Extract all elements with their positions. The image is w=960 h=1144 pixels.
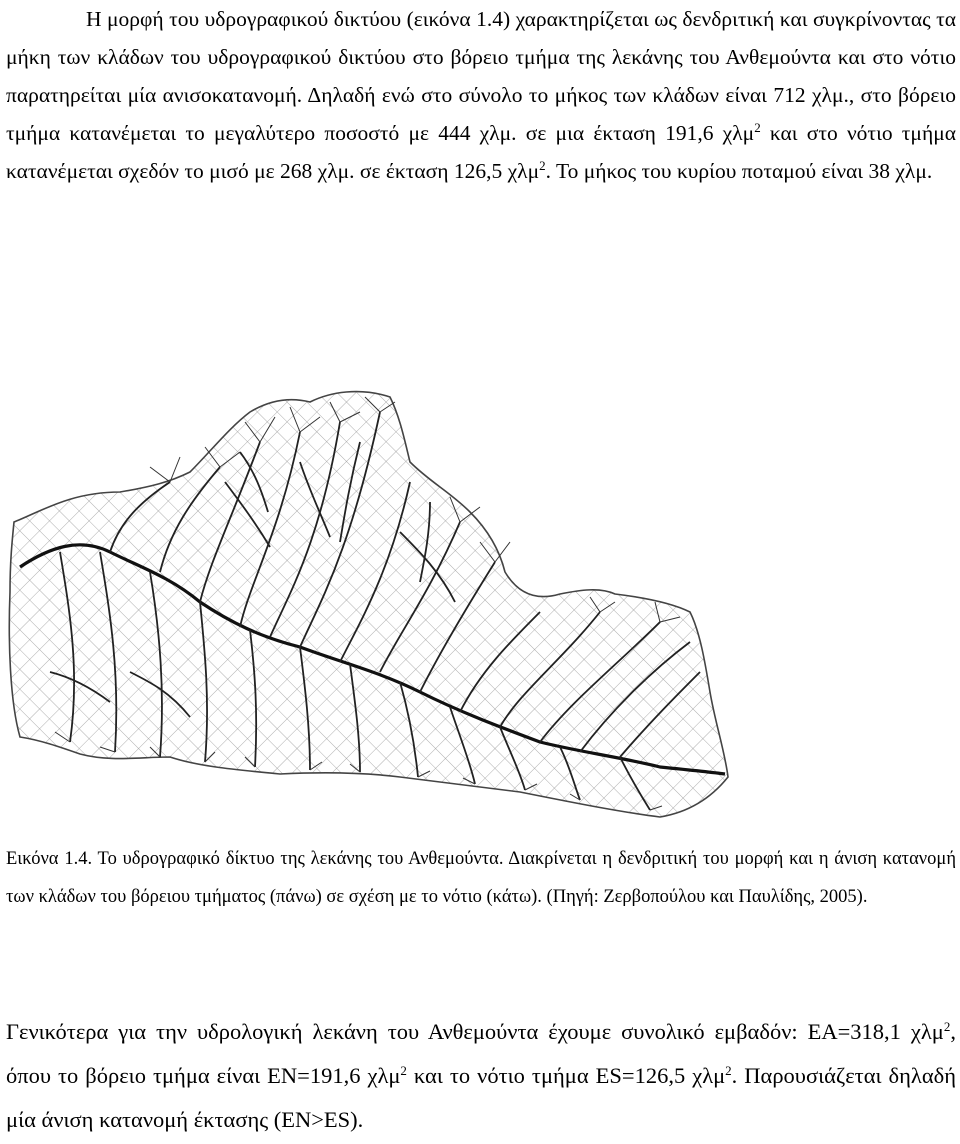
paragraph-area-summary: [6, 1010, 956, 1142]
paragraph1-text-1: Η μορφή του υδρογραφικού δικτύου (εικόνα 1.4) χαρακτηρίζεται ως δενδριτική και συγκρίνοντας τα μήκη των κλάδων του υδρογραφικού δικτύου στο βόρειο τμήμα της λεκάνης του Ανθεμούντα και στο νότιο παρατηρείται μία ανισοκατανομή. Δηλαδή ενώ στο σύνολο το μήκος των κλάδων είναι 712 χλμ., στο βόρειο τμήμα κατανέμεται το μεγαλύτερο ποσοστό με 444 χλμ. σε μια έκταση 191,6 χλμ: [6, 7, 956, 145]
superscript-2: 2: [943, 1019, 951, 1034]
paragraph1-text-3: . Το μήκος του κυρίου ποταμού είναι 38 χλμ.: [545, 159, 933, 183]
paragraph1-text-2: και στο νότιο τμήμα κατανέμεται σχεδόν το μισό με 268 χλμ. σε έκταση 126,5 χλμ: [6, 121, 956, 183]
superscript-2: 2: [725, 1063, 732, 1078]
superscript-2: 2: [539, 158, 546, 173]
paragraph-network-description: [6, 0, 956, 190]
superscript-2: 2: [754, 120, 761, 135]
paragraph2-text-2: , όπου το βόρειο τμήμα είναι ΕΝ=191,6 χλμ: [6, 1019, 956, 1088]
hydrographic-network-figure: [0, 372, 730, 824]
paragraph2-text-3: και το νότιο τμήμα ΕS=126,5 χλμ: [406, 1063, 726, 1088]
river-network-map: [0, 372, 730, 824]
paragraph2-text-4: . Παρουσιάζεται δηλαδή μία άνιση κατανομή έκτασης (ΕΝ>ΕS).: [6, 1063, 956, 1132]
figure-caption: Εικόνα 1.4. Το υδρογραφικό δίκτυο της λεκάνης του Ανθεμούντα. Διακρίνεται η δενδριτική του μορφή και η άνιση κατανομή των κλάδων του βόρειου τμήματος (πάνω) σε σχέση με το νότιο (κάτω). (Πηγή: Ζερβοπούλου και Παυλίδης, 2005).: [6, 849, 956, 907]
superscript-2: 2: [400, 1063, 407, 1078]
paragraph2-text-1: Γενικότερα για την υδρολογική λεκάνη του Ανθεμούντα έχουμε συνολικό εμβαδόν: ΕΑ=318,1 χλμ: [6, 1019, 944, 1044]
